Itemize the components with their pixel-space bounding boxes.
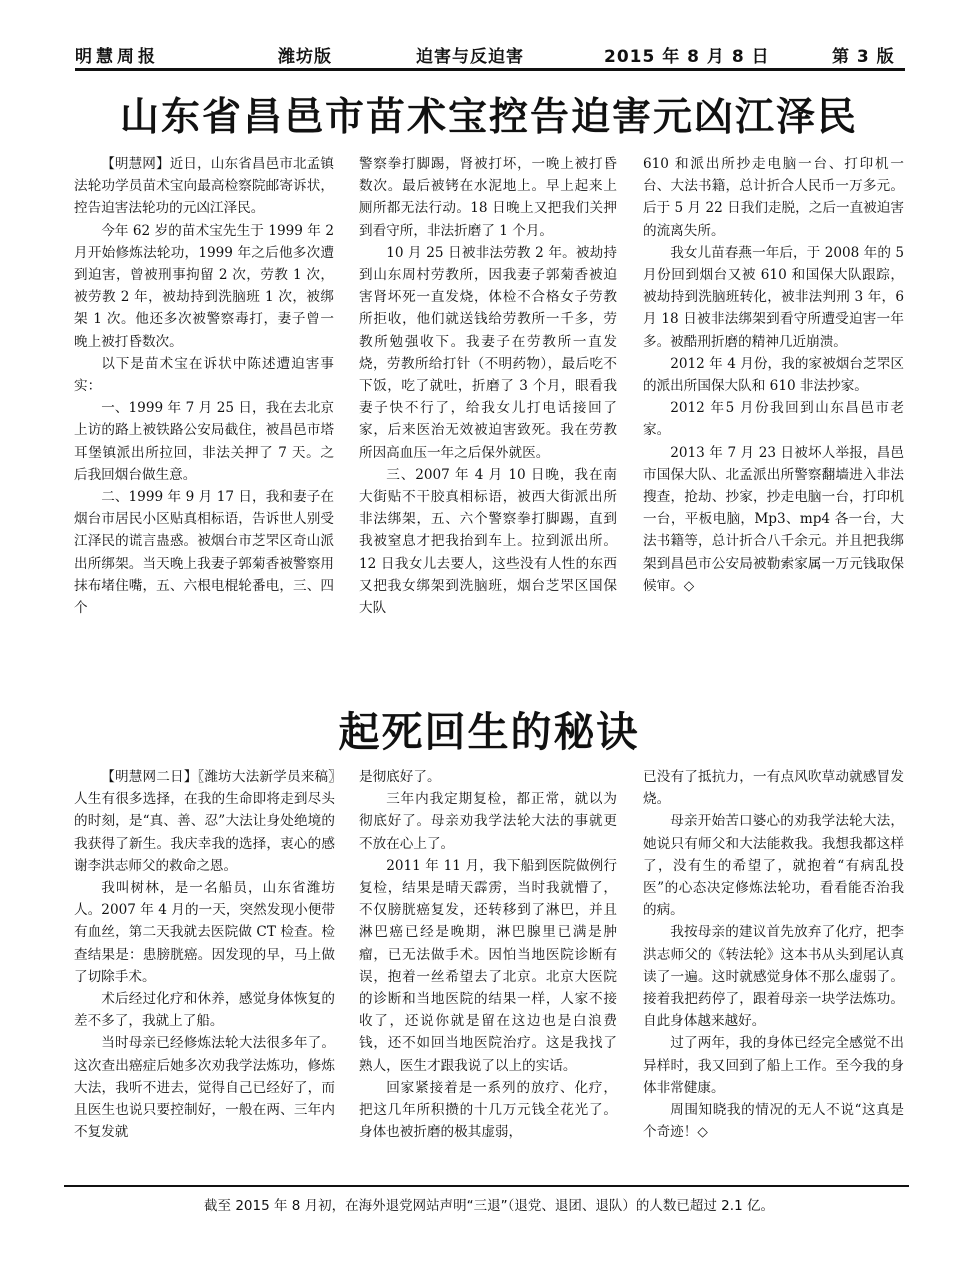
paragraph: 过了两年，我的身体已经完全感觉不出异样时，我又回到了船上工作。至今我的身体非常健康。	[643, 1035, 904, 1096]
article-2-title: 起死回生的秘诀	[338, 708, 640, 756]
paragraph: 【明慧网二日】〖潍坊大法新学员来稿〗人生有很多选择，在我的生命即将走到尽头的时刻，是“真、善、忍”大法让身处绝境的我获得了新生。我庆幸我的选择，衷心的感谢李洪志师父的救命之恩。	[74, 769, 335, 874]
paragraph: 以下是苗术宝在诉状中陈述遭迫害事实：	[74, 355, 334, 395]
paragraph: 2011 年 11 月，我下船到医院做例行复检，结果是晴天霹雳，当时我就懵了，不仅膀胱癌复发，还转移到了淋巴，并且淋巴癌已经是晚期，淋巴腺里已满是肿瘤，已无法做手术。因怕当地医院诊断有误，抱着一丝希望去了北京。北京大医院的诊断和当地医院的结果一样，人家不接收了，还说你就是留在这边也是白浪费钱，还不如回当地医院治疗。这是我找了熟人，医生才跟我说了以上的实话。	[359, 857, 617, 1074]
article-1-title: 山东省昌邑市苗术宝控告迫害元凶江泽民	[119, 94, 858, 140]
paragraph: 2012 年 4 月份，我的家被烟台芝罘区的派出所国保大队和 610 非法抄家。	[643, 355, 904, 395]
newspaper-header	[75, 34, 905, 71]
footer-divider	[64, 1185, 909, 1187]
paragraph: 一、1999 年 7 月 25 日，我在去北京上访的路上被铁路公安局截住，被昌邑市塔耳堡镇派出所拉回，非法关押了 7 天。之后我回烟台做生意。	[74, 400, 334, 483]
paragraph: 2012 年5 月份我回到山东昌邑市老家。	[643, 400, 904, 439]
article-1-column-3	[643, 153, 904, 597]
paragraph: 今年 62 岁的苗术宝先生于 1999 年 2 月开始修炼法轮功，1999 年之后他多次遭到迫害，曾被刑事拘留 2 次，劳教 1 次，被劳教 2 年，被劫持到洗脑班 1 次，被绑架 1 次。他还多次被警察毒打，妻子曾一晚上被打昏数次。	[74, 222, 334, 350]
article-2-column-2	[359, 766, 617, 1143]
footer-notice: 截至 2015 年 8 月初，在海外退党网站声明“三退”（退党、退团、退队）的人数已超过 2.1 亿。	[204, 1198, 774, 1214]
paragraph: 已没有了抵抗力，一有点风吹草动就感冒发烧。	[643, 769, 904, 808]
paragraph: 三年内我定期复检，都正常，就以为彻底好了。母亲劝我学法轮大法的事就更不放在心上了。	[359, 791, 617, 852]
newspaper-name: 明慧周报	[75, 47, 159, 67]
edition-label: 潍坊版	[278, 47, 332, 67]
issue-date: 2015 年 8 月 8 日	[604, 47, 770, 67]
section-label: 迫害与反迫害	[416, 47, 524, 67]
paragraph: 三、2007 年 4 月 10 日晚，我在南大街贴不干胶真相标语，被西大街派出所非法绑架，五、六个警察拳打脚踢，直到我被窒息才把我抬到车上。拉到派出所。12 日我女儿去要人，这些没有人性的东西又把我女绑架到洗脑班，烟台芝罘区国保大队	[359, 466, 617, 617]
paragraph: 母亲开始苦口婆心的劝我学法轮大法，她说只有师父和大法能救我。我想我都这样了，没有生的希望了，就抱着“有病乱投医”的心态决定修炼法轮功，看看能否治我的病。	[643, 813, 904, 919]
paragraph: 是彻底好了。	[359, 769, 441, 785]
paragraph: 我叫树林，是一名船员，山东省潍坊人。2007 年 4 月的一天，突然发现小便带有血丝，第二天我就去医院做 CT 检查。检查结果是：患膀胱癌。因发现的早，马上做了切除手术。	[74, 880, 335, 985]
article-2-column-3	[643, 766, 904, 1143]
paragraph: 我按母亲的建议首先放弃了化疗，把李洪志师父的《转法轮》这本书从头到尾认真读了一遍。这时就感觉身体不那么虚弱了。接着我把药停了，跟着母亲一块学法炼功。自此身体越来越好。	[643, 924, 904, 1030]
paragraph: 2013 年 7 月 23 日被坏人举报，昌邑市国保大队、北孟派出所警察翻墙进入非法搜查，抢劫、抄家，抄走电脑一台，打印机一台，平板电脑，Mp3、mp4 各一台，大法书籍等，总计折合八千余元。并且把我绑架到昌邑市公安局被勒索家属一万元钱取保候审。◇	[643, 444, 904, 594]
article-1-column-1	[74, 153, 334, 619]
paragraph: 周围知晓我的情况的无人不说“这真是个奇迹！◇	[643, 1102, 904, 1141]
paragraph: 警察拳打脚踢，肾被打坏，一晚上被打昏数次。最后被铐在水泥地上。早上起来上厕所都无法行动。18 日晚上又把我们关押到看守所，非法折磨了 1 个月。	[359, 156, 617, 239]
paragraph: 术后经过化疗和休养，感觉身体恢复的差不多了，我就上了船。	[74, 991, 335, 1030]
paragraph: 【明慧网】近日，山东省昌邑市北孟镇法轮功学员苗术宝向最高检察院邮寄诉状，控告迫害法轮功的元凶江泽民。	[74, 156, 334, 217]
page-number: 第 3 版	[832, 47, 895, 67]
paragraph: 610 和派出所抄走电脑一台、打印机一台、大法书籍，总计折合人民币一万多元。后于 5 月 22 日我们走脱，之后一直被迫害的流离失所。	[643, 156, 904, 239]
paragraph: 回家紧接着是一系列的放疗、化疗，把这几年所积攒的十几万元钱全花光了。身体也被折磨的极其虚弱，	[359, 1079, 617, 1141]
paragraph: 10 月 25 日被非法劳教 2 年。被劫持到山东周村劳教所，因我妻子郭菊香被迫害肾坏死一直发烧，体检不合格女子劳教所拒收，他们就送钱给劳教所一千多，劳教所勉强收下。我妻子在劳教所一直发烧，劳教所给打针（不明药物），最后吃不下饭，吃了就吐，折磨了 3 个月，眼看我妻子快不行了，给我女儿打电话接回了家，后来医治无效被迫害致死。我在劳教所因高血压一年之后保外就医。	[359, 244, 617, 461]
paragraph: 二、1999 年 9 月 17 日，我和妻子在烟台市居民小区贴真相标语，告诉世人别受江泽民的谎言蛊惑。被烟台市芝罘区奇山派出所绑架。当天晚上我妻子郭菊香被警察用抹布堵住嘴，五、六根电棍轮番电，三、四个	[74, 489, 334, 617]
paragraph: 我女儿苗春燕一年后，于 2008 年的 5 月份回到烟台又被 610 和国保大队跟踪，被劫持到洗脑班转化，被非法判刑 3 年，6 月 18 日被非法绑架到看守所遭受迫害一年多。被酷刑折磨的精神几近崩溃。	[643, 244, 904, 350]
article-2-column-1	[74, 766, 335, 1143]
article-1-column-2	[359, 153, 617, 619]
paragraph: 当时母亲已经修炼法轮大法很多年了。这次查出癌症后她多次劝我学法炼功，修炼大法，我听不进去，觉得自己已经好了，而且医生也说只要控制好，一般在两、三年内不复发就	[74, 1035, 335, 1141]
